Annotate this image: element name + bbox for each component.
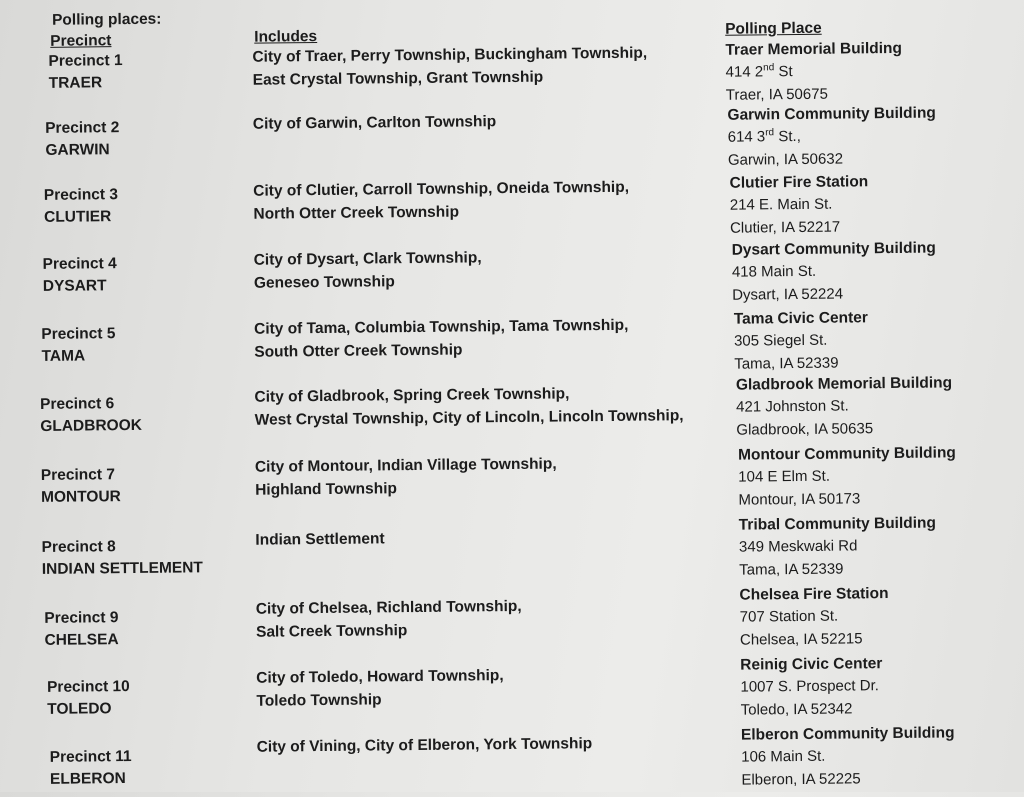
polling-place-address	[738, 467, 830, 487]
precinct-name: CHELSEA	[44, 630, 118, 650]
precinct-name: GLADBROOK	[40, 416, 142, 436]
precinct-column-header: Precinct	[50, 31, 111, 51]
polling-place-name: Montour Community Building	[738, 443, 956, 464]
address-street: 349 Meskwaki Rd	[739, 537, 858, 555]
precinct-name: TOLEDO	[47, 699, 112, 719]
precinct-name: GARWIN	[45, 140, 109, 160]
includes-line-2: Highland Township	[255, 479, 397, 499]
polling-place-city: Tama, IA 52339	[734, 354, 838, 374]
address-street: 414 2	[726, 63, 764, 80]
precinct-number: Precinct 8	[41, 537, 115, 557]
precinct-number: Precinct 1	[48, 51, 122, 71]
address-street: 614 3	[728, 128, 766, 145]
polling-place-city: Montour, IA 50173	[738, 489, 860, 509]
includes-line-1: City of Dysart, Clark Township,	[254, 248, 482, 269]
precinct-name: CLUTIER	[44, 207, 111, 227]
address-street: 214 E. Main St.	[730, 196, 833, 214]
address-street: 418 Main St.	[732, 263, 816, 281]
polling-place-city: Dysart, IA 52224	[732, 285, 843, 305]
includes-line-1: City of Toledo, Howard Township,	[256, 666, 504, 688]
polling-place-city: Gladbrook, IA 50635	[736, 419, 873, 439]
polling-place-city: Clutier, IA 52217	[730, 218, 840, 238]
includes-line-1: City of Chelsea, Richland Township,	[256, 597, 522, 619]
polling-place-city: Garwin, IA 50632	[728, 150, 843, 170]
polling-place-city: Traer, IA 50675	[726, 85, 828, 105]
precinct-number: Precinct 6	[40, 394, 114, 414]
polling-place-city: Tama, IA 52339	[739, 560, 843, 580]
polling-place-address	[740, 607, 839, 627]
includes-line-1: City of Clutier, Carroll Township, Oneida Township,	[253, 178, 629, 201]
polling-place-city: Elberon, IA 52225	[741, 769, 860, 789]
precinct-number: Precinct 9	[44, 608, 118, 628]
includes-line-2: North Otter Creek Township	[253, 203, 459, 224]
includes-line-2: South Otter Creek Township	[254, 341, 462, 362]
precinct-table	[0, 0, 1020, 5]
polling-place-name: Clutier Fire Station	[729, 172, 868, 192]
precinct-name: DYSART	[43, 276, 107, 296]
precinct-number: Precinct 10	[47, 677, 130, 697]
polling-place-address	[732, 262, 816, 282]
includes-line-2: Salt Creek Township	[256, 621, 408, 642]
includes-line-2: East Crystal Township, Grant Township	[253, 68, 544, 90]
polling-place-name: Tama Civic Center	[734, 308, 868, 328]
precinct-number: Precinct 4	[42, 254, 116, 274]
polling-place-name: Garwin Community Building	[727, 104, 936, 125]
polling-place-column-header: Polling Place	[725, 19, 822, 39]
polling-place-name: Reinig Civic Center	[740, 654, 882, 674]
polling-place-address	[736, 396, 849, 416]
includes-line-2: Toledo Township	[256, 690, 381, 710]
precinct-name: TRAER	[49, 73, 103, 93]
address-street: 421 Johnston St.	[736, 397, 849, 415]
includes-line-1: City of Tama, Columbia Township, Tama Township,	[254, 316, 628, 339]
precinct-name: ELBERON	[50, 769, 126, 789]
address-suffix: St	[774, 63, 793, 80]
address-ordinal: nd	[763, 62, 774, 73]
address-street: 106 Main St.	[741, 748, 825, 766]
polling-place-address	[739, 536, 858, 556]
address-ordinal: rd	[765, 127, 774, 138]
polling-place-address	[734, 331, 828, 351]
polling-place-name: Traer Memorial Building	[725, 39, 902, 60]
precinct-number: Precinct 5	[41, 324, 115, 344]
polling-place-name: Dysart Community Building	[732, 239, 936, 260]
polling-place-name: Chelsea Fire Station	[739, 584, 888, 605]
includes-line-2: West Crystal Township, City of Lincoln, Lincoln Township,	[255, 406, 684, 429]
precinct-name: MONTOUR	[41, 487, 121, 507]
includes-line-1: City of Traer, Perry Township, Buckingham Township,	[252, 44, 647, 67]
includes-line-1: City of Montour, Indian Village Township,	[255, 455, 557, 477]
polling-place-address	[740, 676, 879, 696]
precinct-name: TAMA	[41, 346, 85, 365]
address-street: 707 Station St.	[740, 608, 839, 626]
polling-place-address	[726, 62, 793, 82]
includes-line-1: City of Garwin, Carlton Township	[253, 112, 497, 134]
precinct-number: Precinct 2	[45, 118, 119, 138]
polling-place-city: Toledo, IA 52342	[741, 699, 853, 719]
polling-place-address	[730, 195, 833, 215]
includes-line-1: Indian Settlement	[255, 529, 384, 549]
precinct-number: Precinct 7	[41, 465, 115, 485]
address-street: 305 Siegel St.	[734, 332, 828, 350]
polling-place-address	[741, 747, 825, 767]
includes-column-header: Includes	[254, 27, 317, 47]
polling-place-name: Elberon Community Building	[741, 723, 955, 744]
includes-line-1: City of Vining, City of Elberon, York Township	[257, 734, 593, 757]
polling-place-name: Gladbrook Memorial Building	[736, 373, 952, 394]
includes-line-1: City of Gladbrook, Spring Creek Township,	[254, 384, 569, 406]
precinct-number: Precinct 3	[44, 185, 118, 205]
document-title: Polling places:	[52, 10, 162, 30]
address-street: 104 E Elm St.	[738, 468, 830, 486]
precinct-name: INDIAN SETTLEMENT	[42, 558, 203, 579]
polling-place-name: Tribal Community Building	[739, 514, 936, 535]
precinct-number: Precinct 11	[50, 747, 132, 767]
address-street: 1007 S. Prospect Dr.	[740, 677, 879, 695]
polling-place-city: Chelsea, IA 52215	[740, 629, 863, 649]
polling-place-address	[728, 127, 801, 147]
includes-line-2: Geneseo Township	[254, 272, 395, 292]
address-suffix: St.,	[774, 128, 801, 145]
